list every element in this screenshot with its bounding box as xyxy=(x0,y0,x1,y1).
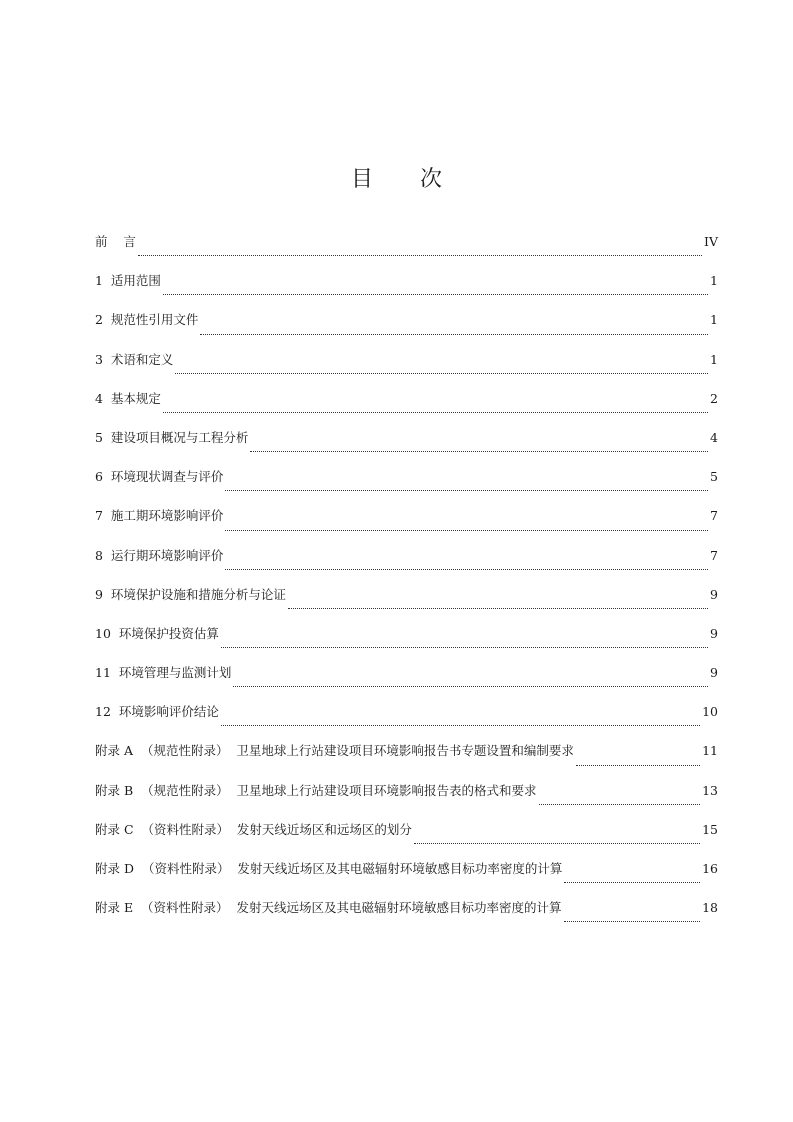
toc-entry[interactable] xyxy=(95,350,718,389)
dot-leader xyxy=(163,411,708,413)
dot-leader xyxy=(539,803,701,805)
toc-entry[interactable] xyxy=(95,585,718,624)
dot-leader xyxy=(564,881,700,883)
toc-entry-page-number: 1 xyxy=(710,312,718,328)
toc-entry-label: 3 术语和定义 xyxy=(95,351,174,367)
toc-entry[interactable] xyxy=(95,859,718,898)
toc-entry-page-number: 16 xyxy=(702,861,718,876)
toc-entry-page-number: 4 xyxy=(710,429,718,445)
dot-leader xyxy=(288,607,708,609)
toc-entry-label: 5 建设项目概况与工程分析 xyxy=(95,429,249,445)
toc-entry-label: 附录 A （规范性附录） 卫星地球上行站建设项目环境影响报告书专题设置和编制要求 xyxy=(95,743,574,759)
toc-entry[interactable] xyxy=(95,506,718,545)
dot-leader xyxy=(225,529,708,531)
toc-entry-label: 9 环境保护设施和措施分析与论证 xyxy=(95,586,286,602)
toc-entry-page-number: 1 xyxy=(710,351,718,367)
toc-entry-page-number: 2 xyxy=(710,390,718,406)
toc-entry-label: 附录 B （规范性附录） 卫星地球上行站建设项目环境影响报告表的格式和要求 xyxy=(95,782,537,798)
toc-entry-page-number: 9 xyxy=(710,665,718,681)
dot-leader xyxy=(225,568,708,570)
toc-entry-label: 1 适用范围 xyxy=(95,273,161,289)
toc-entry[interactable] xyxy=(95,467,718,506)
toc-entry[interactable] xyxy=(95,741,718,780)
dot-leader xyxy=(221,724,700,726)
dot-leader xyxy=(200,333,708,335)
toc-entry[interactable] xyxy=(95,820,718,859)
toc-entry-label: 8 运行期环境影响评价 xyxy=(95,547,224,563)
toc-entry-page-number: 5 xyxy=(710,469,718,485)
toc-entry-page-number: 18 xyxy=(702,900,718,916)
toc-entry-label: 12 环境影响评价结论 xyxy=(95,704,219,720)
toc-entry[interactable] xyxy=(95,310,718,349)
toc-entry-label: 7 施工期环境影响评价 xyxy=(95,508,224,524)
toc-entry-page-number: 15 xyxy=(702,821,718,837)
toc-entry[interactable] xyxy=(95,663,718,702)
toc-entry-page-number: 10 xyxy=(702,704,718,720)
dot-leader xyxy=(576,764,700,766)
dot-leader xyxy=(175,372,708,374)
toc-entry[interactable] xyxy=(95,428,718,467)
toc-entry-label: 11 环境管理与监测计划 xyxy=(95,665,232,681)
toc-entry-label: 附录 E （资料性附录） 发射天线远场区及其电磁辐射环境敏感目标功率密度的计算 xyxy=(95,900,562,916)
dot-leader xyxy=(225,489,708,491)
toc-entry[interactable] xyxy=(95,898,718,937)
toc-entry[interactable] xyxy=(95,624,718,663)
toc-entry-label: 4 基本规定 xyxy=(95,390,161,406)
toc-list xyxy=(95,232,718,937)
toc-entry[interactable] xyxy=(95,546,718,585)
toc-entry-page-number: 7 xyxy=(710,547,718,563)
toc-entry[interactable] xyxy=(95,232,718,271)
toc-entry[interactable] xyxy=(95,389,718,428)
toc-entry[interactable] xyxy=(95,781,718,820)
toc-entry[interactable] xyxy=(95,271,718,310)
toc-entry-label: 前 言 xyxy=(95,234,136,249)
toc-entry-label: 附录 C （资料性附录） 发射天线近场区和远场区的划分 xyxy=(95,821,412,837)
toc-entry-page-number: 1 xyxy=(710,273,718,289)
toc-entry-label: 10 环境保护投资估算 xyxy=(95,625,219,641)
toc-title: 目 次 xyxy=(351,167,462,192)
toc-entry-page-number: 9 xyxy=(710,625,718,641)
toc-entry-page-number: IV xyxy=(704,234,718,249)
toc-entry-page-number: 9 xyxy=(710,586,718,602)
toc-entry-page-number: 11 xyxy=(702,743,718,759)
dot-leader xyxy=(163,293,708,295)
toc-entry-label: 2 规范性引用文件 xyxy=(95,312,199,328)
toc-entry-label: 6 环境现状调查与评价 xyxy=(95,469,224,485)
dot-leader xyxy=(138,254,702,256)
toc-entry-page-number: 13 xyxy=(702,782,718,798)
toc-entry-page-number: 7 xyxy=(710,508,718,524)
toc-entry[interactable] xyxy=(95,702,718,741)
toc-entry-label: 附录 D （资料性附录） 发射天线近场区及其电磁辐射环境敏感目标功率密度的计算 xyxy=(95,861,563,876)
dot-leader xyxy=(414,842,700,844)
dot-leader xyxy=(233,685,708,687)
dot-leader xyxy=(250,450,708,452)
dot-leader xyxy=(221,646,708,648)
dot-leader xyxy=(564,920,701,922)
